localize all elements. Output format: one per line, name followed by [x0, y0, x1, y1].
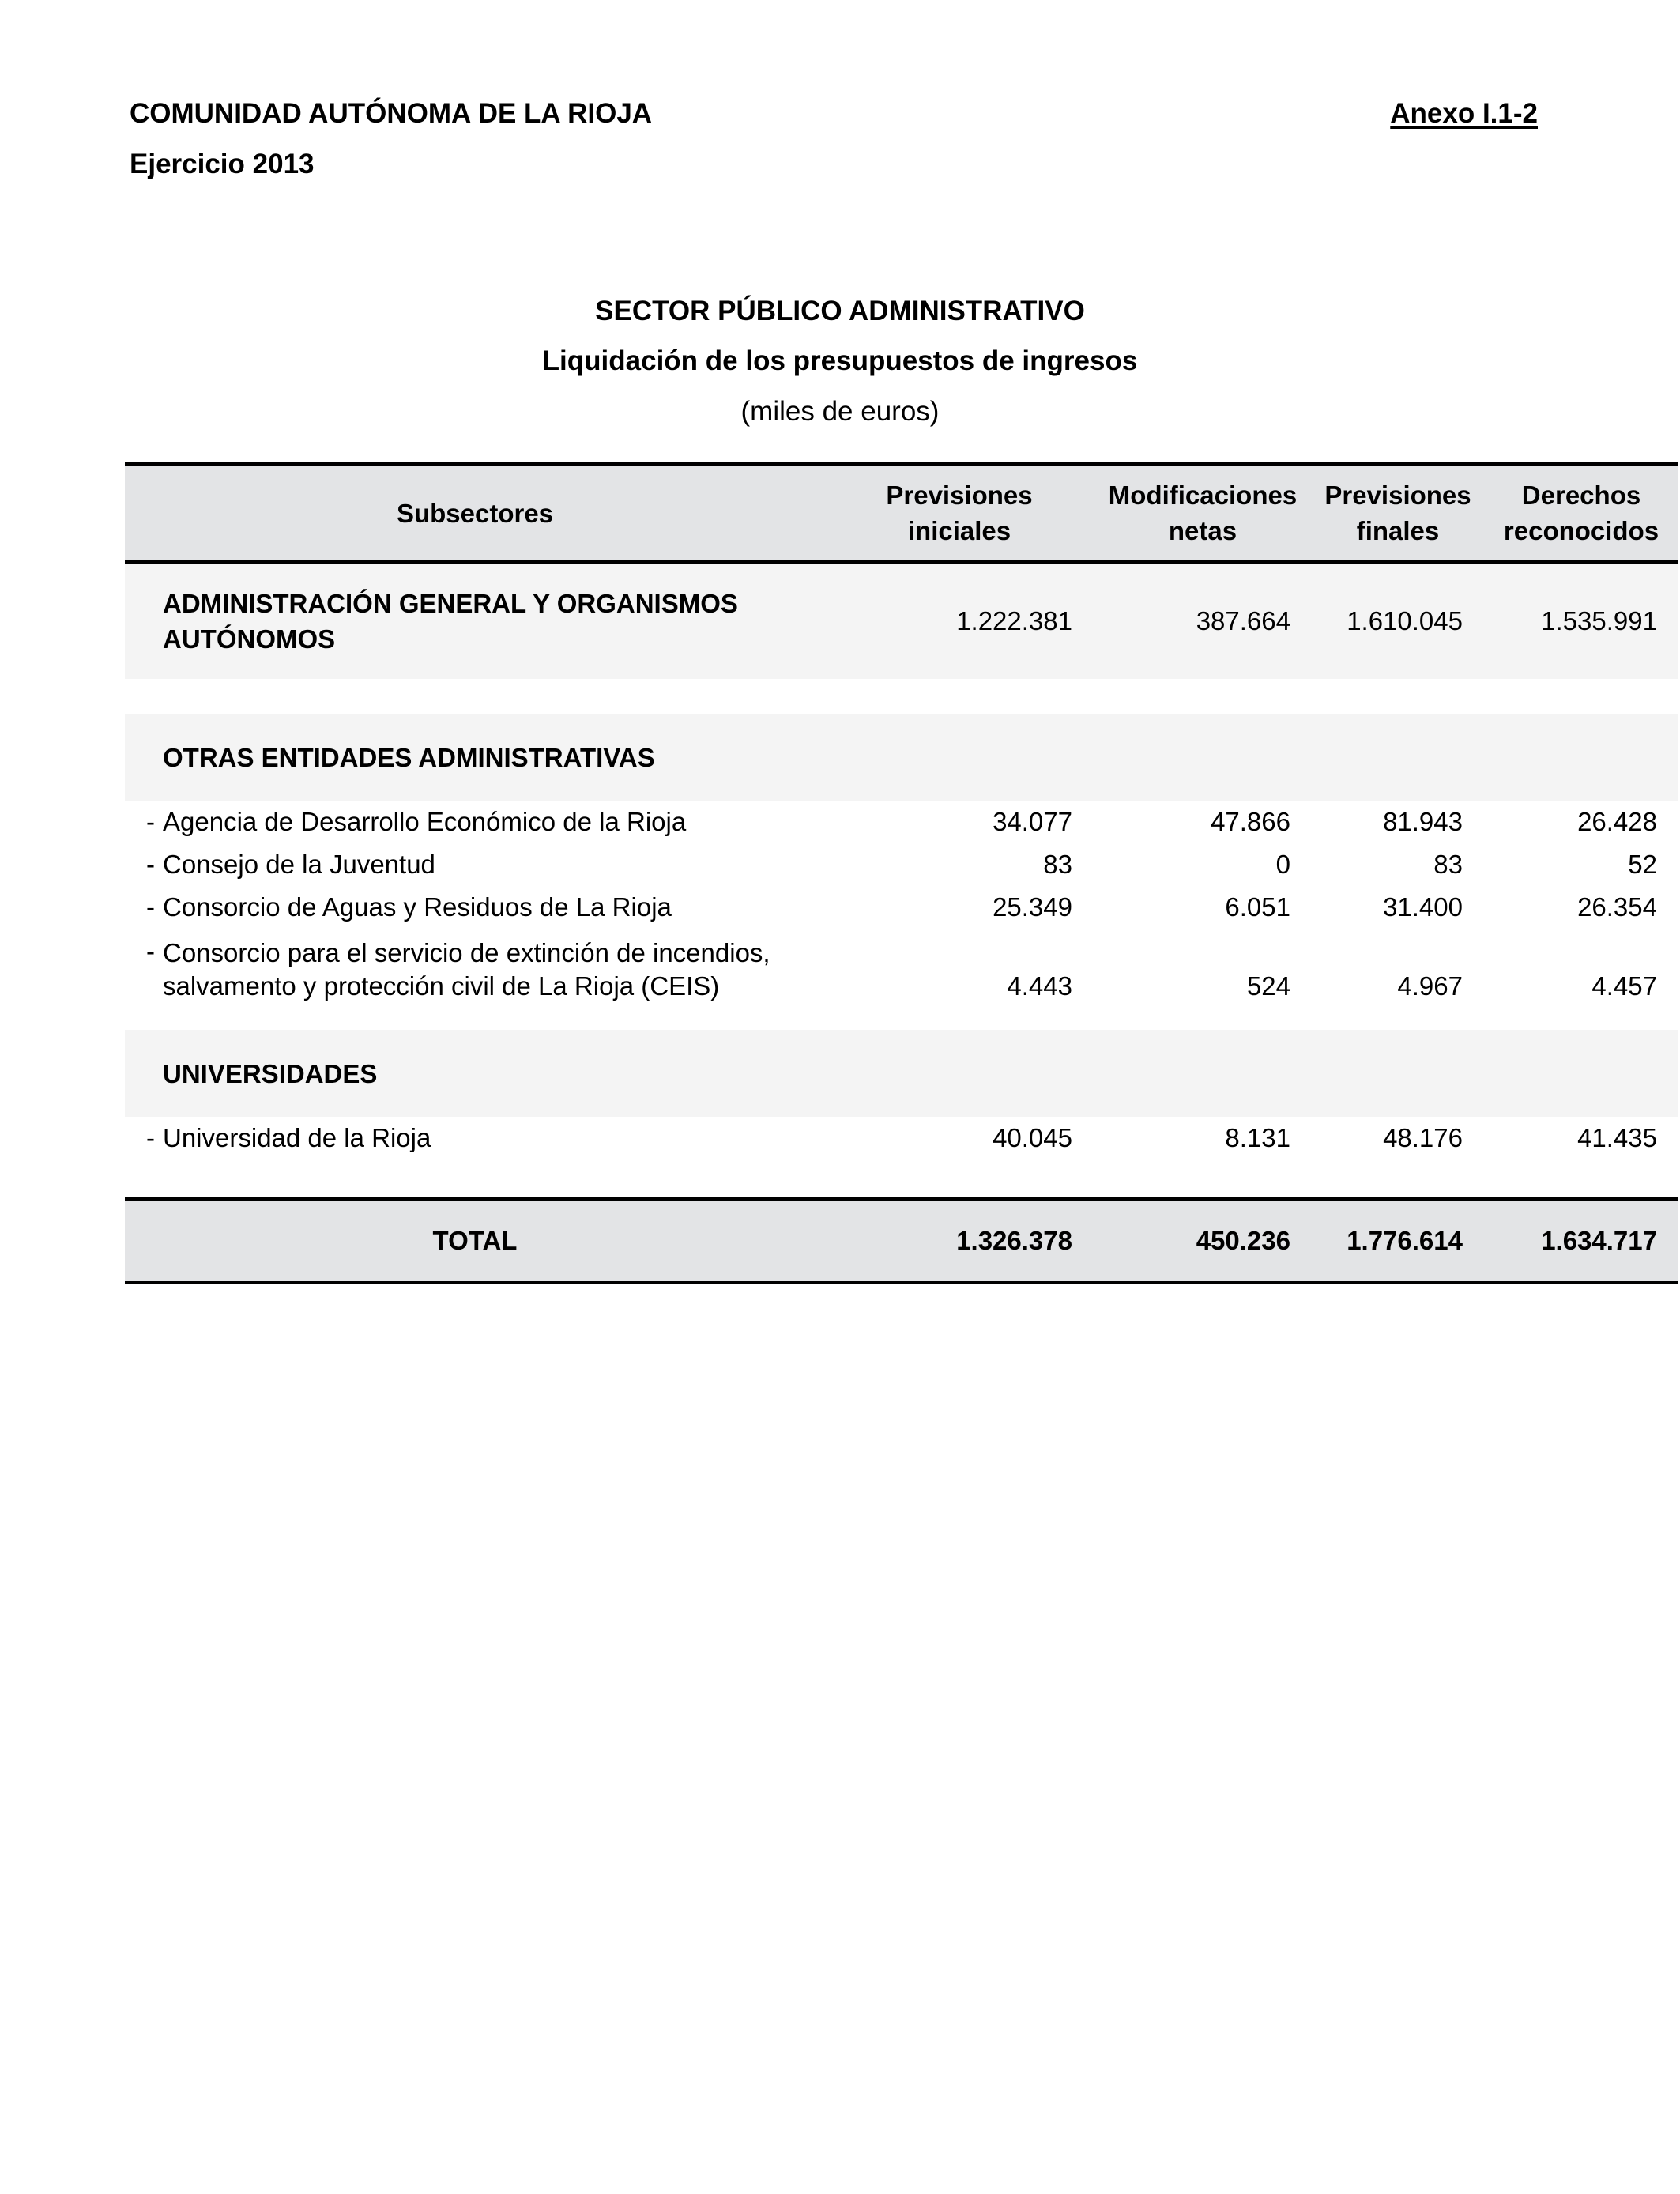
row-label: Consejo de la Juventud [163, 850, 435, 879]
value-prev-finales: 48.176 [1383, 1123, 1463, 1152]
total-prev-iniciales: 1.326.378 [956, 1226, 1072, 1255]
value-prev-finales: 83 [1433, 850, 1463, 879]
value-prev-iniciales: 34.077 [993, 807, 1072, 836]
col-subsectores: Subsectores [396, 498, 554, 528]
table-row [125, 886, 1678, 929]
col-modificaciones-netas: Modificaciones netas [1108, 481, 1298, 545]
organization-name: COMUNIDAD AUTÓNOMA DE LA RIOJA [130, 98, 653, 129]
value-prev-finales: 31.400 [1383, 892, 1463, 922]
col-derechos-reconocidos: Derechos reconocidos [1503, 481, 1659, 545]
value-modificaciones: 8.131 [1225, 1123, 1290, 1152]
annex-label: Anexo I.1-2 [1390, 98, 1538, 129]
bullet-dash: - [146, 807, 155, 836]
spacer-row [125, 1159, 1678, 1199]
bullet-dash: - [146, 937, 155, 966]
row-total [125, 1199, 1678, 1283]
total-prev-finales: 1.776.614 [1347, 1226, 1463, 1255]
value-prev-iniciales: 1.222.381 [956, 606, 1072, 635]
spacer-row [125, 1011, 1678, 1030]
row-label: ADMINISTRACIÓN GENERAL Y ORGANISMOS AUTÓNOMOS [163, 589, 738, 654]
section-label: OTRAS ENTIDADES ADMINISTRATIVAS [163, 742, 655, 772]
value-modificaciones: 47.866 [1211, 807, 1290, 836]
row-label: Universidad de la Rioja [163, 1123, 431, 1152]
value-modificaciones: 524 [1246, 971, 1290, 1001]
fiscal-year: Ejercicio 2013 [130, 149, 315, 179]
table-row [125, 801, 1678, 843]
value-prev-iniciales: 25.349 [993, 892, 1072, 922]
value-derechos: 1.535.991 [1541, 606, 1657, 635]
row-admin-general [125, 562, 1678, 679]
row-otras-entidades [125, 714, 1678, 801]
row-label: Consorcio de Aguas y Residuos de La Rioja [163, 892, 672, 922]
value-modificaciones: 6.051 [1225, 892, 1290, 922]
value-derechos: 26.428 [1577, 807, 1657, 836]
document-title: SECTOR PÚBLICO ADMINISTRATIVO [595, 296, 1085, 326]
value-modificaciones: 0 [1275, 850, 1290, 879]
value-derechos: 52 [1628, 850, 1657, 879]
value-derechos: 26.354 [1577, 892, 1657, 922]
section-label: UNIVERSIDADES [163, 1058, 378, 1088]
row-universidades [125, 1030, 1678, 1117]
value-derechos: 4.457 [1591, 971, 1657, 1001]
revenue-liquidation-table [125, 462, 1678, 1284]
value-modificaciones: 387.664 [1196, 606, 1290, 635]
document-subtitle: Liquidación de los presupuestos de ingresos [542, 345, 1138, 376]
units-note: (miles de euros) [740, 396, 940, 427]
total-modificaciones: 450.236 [1196, 1226, 1290, 1255]
value-prev-finales: 4.967 [1397, 971, 1463, 1001]
table-row [125, 929, 1678, 1011]
value-prev-finales: 1.610.045 [1347, 606, 1463, 635]
value-derechos: 41.435 [1577, 1123, 1657, 1152]
table-row [125, 1117, 1678, 1159]
col-previsiones-finales: Previsiones finales [1324, 481, 1471, 545]
value-prev-iniciales: 40.045 [993, 1123, 1072, 1152]
col-previsiones-iniciales: Previsiones iniciales [886, 481, 1033, 545]
value-prev-finales: 81.943 [1383, 807, 1463, 836]
table-row [125, 843, 1678, 886]
value-prev-iniciales: 83 [1043, 850, 1072, 879]
bullet-dash: - [146, 1123, 155, 1152]
total-label: TOTAL [432, 1226, 518, 1255]
bullet-dash: - [146, 892, 155, 922]
value-prev-iniciales: 4.443 [1007, 971, 1072, 1001]
row-label: Agencia de Desarrollo Económico de la Rioja [163, 807, 687, 836]
bullet-dash: - [146, 850, 155, 879]
table-header-row [125, 464, 1678, 562]
total-derechos: 1.634.717 [1541, 1226, 1657, 1255]
spacer-row [125, 679, 1678, 714]
row-label: Consorcio para el servicio de extinción de incendios, salvamento y protección civil de La Rioja (CEIS) [163, 938, 770, 1001]
